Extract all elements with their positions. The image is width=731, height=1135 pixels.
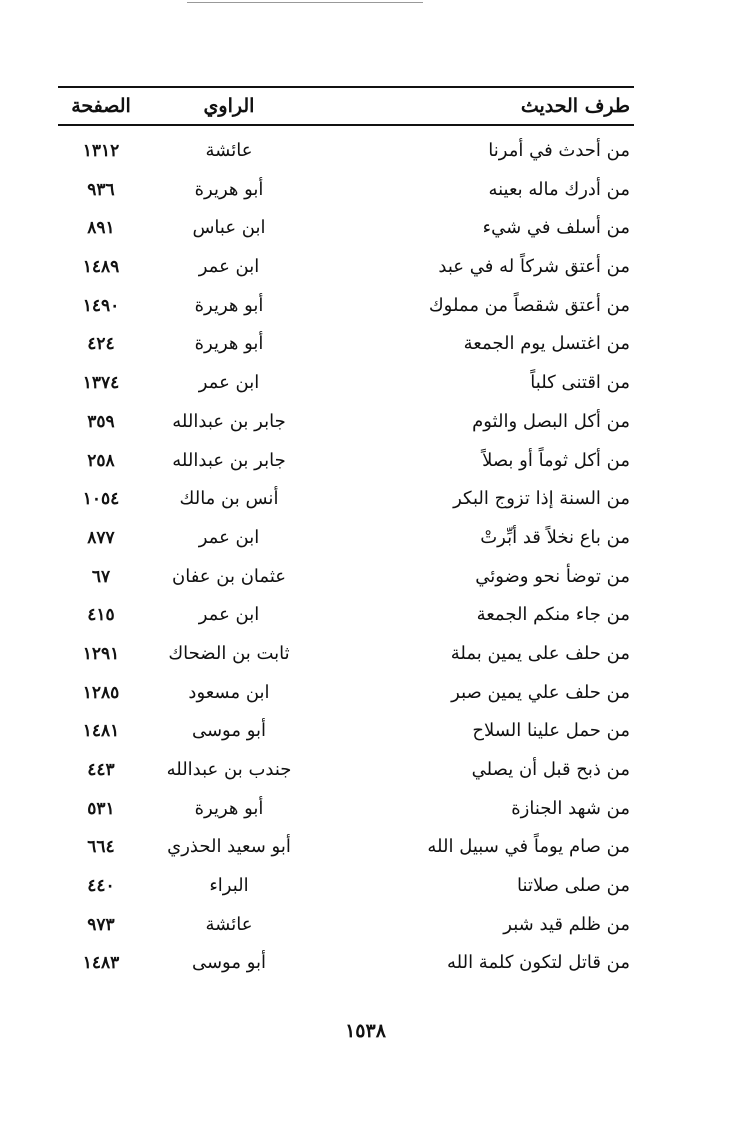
rawi-cell: جندب بن عبدالله bbox=[166, 759, 292, 780]
rawi-cell: أبو موسى bbox=[191, 720, 267, 742]
rawi-cell: أبو هريرة bbox=[194, 178, 264, 200]
hadith-cell: من قاتل لتكون كلمة الله bbox=[446, 952, 630, 974]
hadith-cell: من أدرك ماله بعينه bbox=[488, 178, 630, 200]
table-row bbox=[58, 712, 634, 751]
page-cell: ٥٣١ bbox=[87, 798, 115, 819]
hadith-cell: من السنة إذا تزوج البكر bbox=[453, 488, 630, 510]
page-cell: ١٤٩٠ bbox=[82, 295, 120, 316]
page-cell: ١٤٨١ bbox=[82, 721, 120, 742]
hadith-cell: من جاء منكم الجمعة bbox=[476, 604, 630, 626]
page-cell: ١٤٨٣ bbox=[82, 953, 120, 974]
rawi-cell: أبو هريرة bbox=[194, 294, 264, 316]
hadith-cell: من حلف علي يمين صبر bbox=[451, 681, 630, 703]
header-hadith: طرف الحديث bbox=[520, 95, 630, 117]
page-cell: ١٠٥٤ bbox=[82, 489, 120, 510]
page-cell: ٤١٥ bbox=[87, 605, 115, 626]
hadith-cell: من أكل ثوماً أو بصلاً bbox=[482, 449, 630, 471]
header-rawi: الراوي bbox=[203, 95, 255, 117]
table-row bbox=[58, 287, 634, 326]
page-cell: ٤٤٠ bbox=[87, 876, 115, 897]
page-cell: ٩٣٦ bbox=[87, 179, 115, 200]
hadith-cell: من أعتق شقصاً من مملوك bbox=[428, 294, 630, 316]
rawi-cell: ابن عمر bbox=[198, 256, 260, 278]
header-page: الصفحة bbox=[71, 95, 131, 117]
rawi-cell: أبو هريرة bbox=[194, 333, 264, 355]
table-body bbox=[58, 132, 634, 983]
table-row bbox=[58, 906, 634, 945]
page-cell: ٨٧٧ bbox=[87, 527, 115, 548]
hadith-cell: من أسلف في شيء bbox=[482, 217, 630, 239]
hadith-cell: من باع نخلاً قد أبِّرتْ bbox=[480, 526, 630, 548]
table-row bbox=[58, 751, 634, 790]
top-rule bbox=[187, 2, 423, 3]
table-row bbox=[58, 596, 634, 635]
rawi-cell: جابر بن عبدالله bbox=[172, 449, 286, 471]
page-cell: ٤٢٤ bbox=[87, 334, 115, 355]
rawi-cell: أبو هريرة bbox=[194, 797, 264, 819]
table-row bbox=[58, 519, 634, 558]
hadith-cell: من صام يوماً في سبيل الله bbox=[427, 836, 630, 858]
hadith-cell: من حمل علينا السلاح bbox=[472, 720, 630, 742]
table-row bbox=[58, 480, 634, 519]
rawi-cell: أبو موسى bbox=[191, 952, 267, 974]
hadith-cell: من شهد الجنازة bbox=[511, 797, 630, 819]
rawi-cell: ابن عمر bbox=[198, 526, 260, 548]
page-cell: ٣٥٩ bbox=[87, 411, 115, 432]
rawi-cell: البراء bbox=[209, 875, 249, 897]
hadith-cell: من ذبح قبل أن يصلي bbox=[471, 759, 630, 780]
page-cell: ٦٦٤ bbox=[87, 837, 115, 858]
page-cell: ٨٩١ bbox=[87, 218, 115, 239]
rawi-cell: ثابت بن الضحاك bbox=[168, 642, 290, 664]
table-header bbox=[58, 86, 634, 126]
hadith-cell: من اغتسل يوم الجمعة bbox=[463, 333, 630, 355]
rawi-cell: عائشة bbox=[205, 913, 253, 935]
page-cell: ١٢٨٥ bbox=[82, 682, 120, 703]
page-number: ١٥٣٨ bbox=[345, 1020, 386, 1042]
rawi-cell: أبو سعيد الحذري bbox=[167, 836, 291, 858]
page-cell: ١٢٩١ bbox=[82, 643, 120, 664]
table-row bbox=[58, 828, 634, 867]
table-row bbox=[58, 325, 634, 364]
table-row bbox=[58, 403, 634, 442]
rawi-cell: ابن مسعود bbox=[188, 681, 270, 703]
hadith-cell: من اقتنى كلباً bbox=[530, 372, 630, 394]
page-cell: ٦٧ bbox=[91, 566, 111, 587]
table-row bbox=[58, 790, 634, 829]
page-cell: ١٣٧٤ bbox=[82, 373, 120, 394]
table-row bbox=[58, 867, 634, 906]
rawi-cell: جابر بن عبدالله bbox=[172, 410, 286, 432]
table-row bbox=[58, 442, 634, 481]
rawi-cell: ابن عباس bbox=[192, 217, 266, 239]
page-cell: ٩٧٣ bbox=[87, 914, 115, 935]
table-row bbox=[58, 171, 634, 210]
table-row bbox=[58, 944, 634, 983]
hadith-cell: من حلف على يمين بملة bbox=[450, 642, 630, 664]
table-row bbox=[58, 248, 634, 287]
rawi-cell: ابن عمر bbox=[198, 372, 260, 394]
page-cell: ٢٥٨ bbox=[87, 450, 115, 471]
table-row bbox=[58, 209, 634, 248]
hadith-index-table bbox=[58, 86, 634, 983]
hadith-cell: من صلى صلاتنا bbox=[517, 875, 630, 897]
hadith-cell: من توضأ نحو وضوئي bbox=[475, 565, 630, 587]
table-row bbox=[58, 364, 634, 403]
hadith-cell: من أكل البصل والثوم bbox=[472, 410, 630, 432]
rawi-cell: عثمان بن عفان bbox=[172, 565, 286, 587]
table-row bbox=[58, 635, 634, 674]
table-row bbox=[58, 674, 634, 713]
rawi-cell: عائشة bbox=[205, 140, 253, 161]
hadith-cell: من ظلم قيد شبر bbox=[503, 913, 630, 935]
rawi-cell: ابن عمر bbox=[198, 604, 260, 626]
hadith-cell: من أعتق شركاً له في عبد bbox=[438, 256, 630, 278]
rawi-cell: أنس بن مالك bbox=[179, 488, 279, 510]
table-row bbox=[58, 132, 634, 171]
page-cell: ١٣١٢ bbox=[82, 141, 120, 161]
page-cell: ٤٤٣ bbox=[87, 760, 115, 780]
page-cell: ١٤٨٩ bbox=[82, 257, 120, 278]
table-row bbox=[58, 558, 634, 597]
hadith-cell: من أحدث في أمرنا bbox=[488, 140, 630, 161]
